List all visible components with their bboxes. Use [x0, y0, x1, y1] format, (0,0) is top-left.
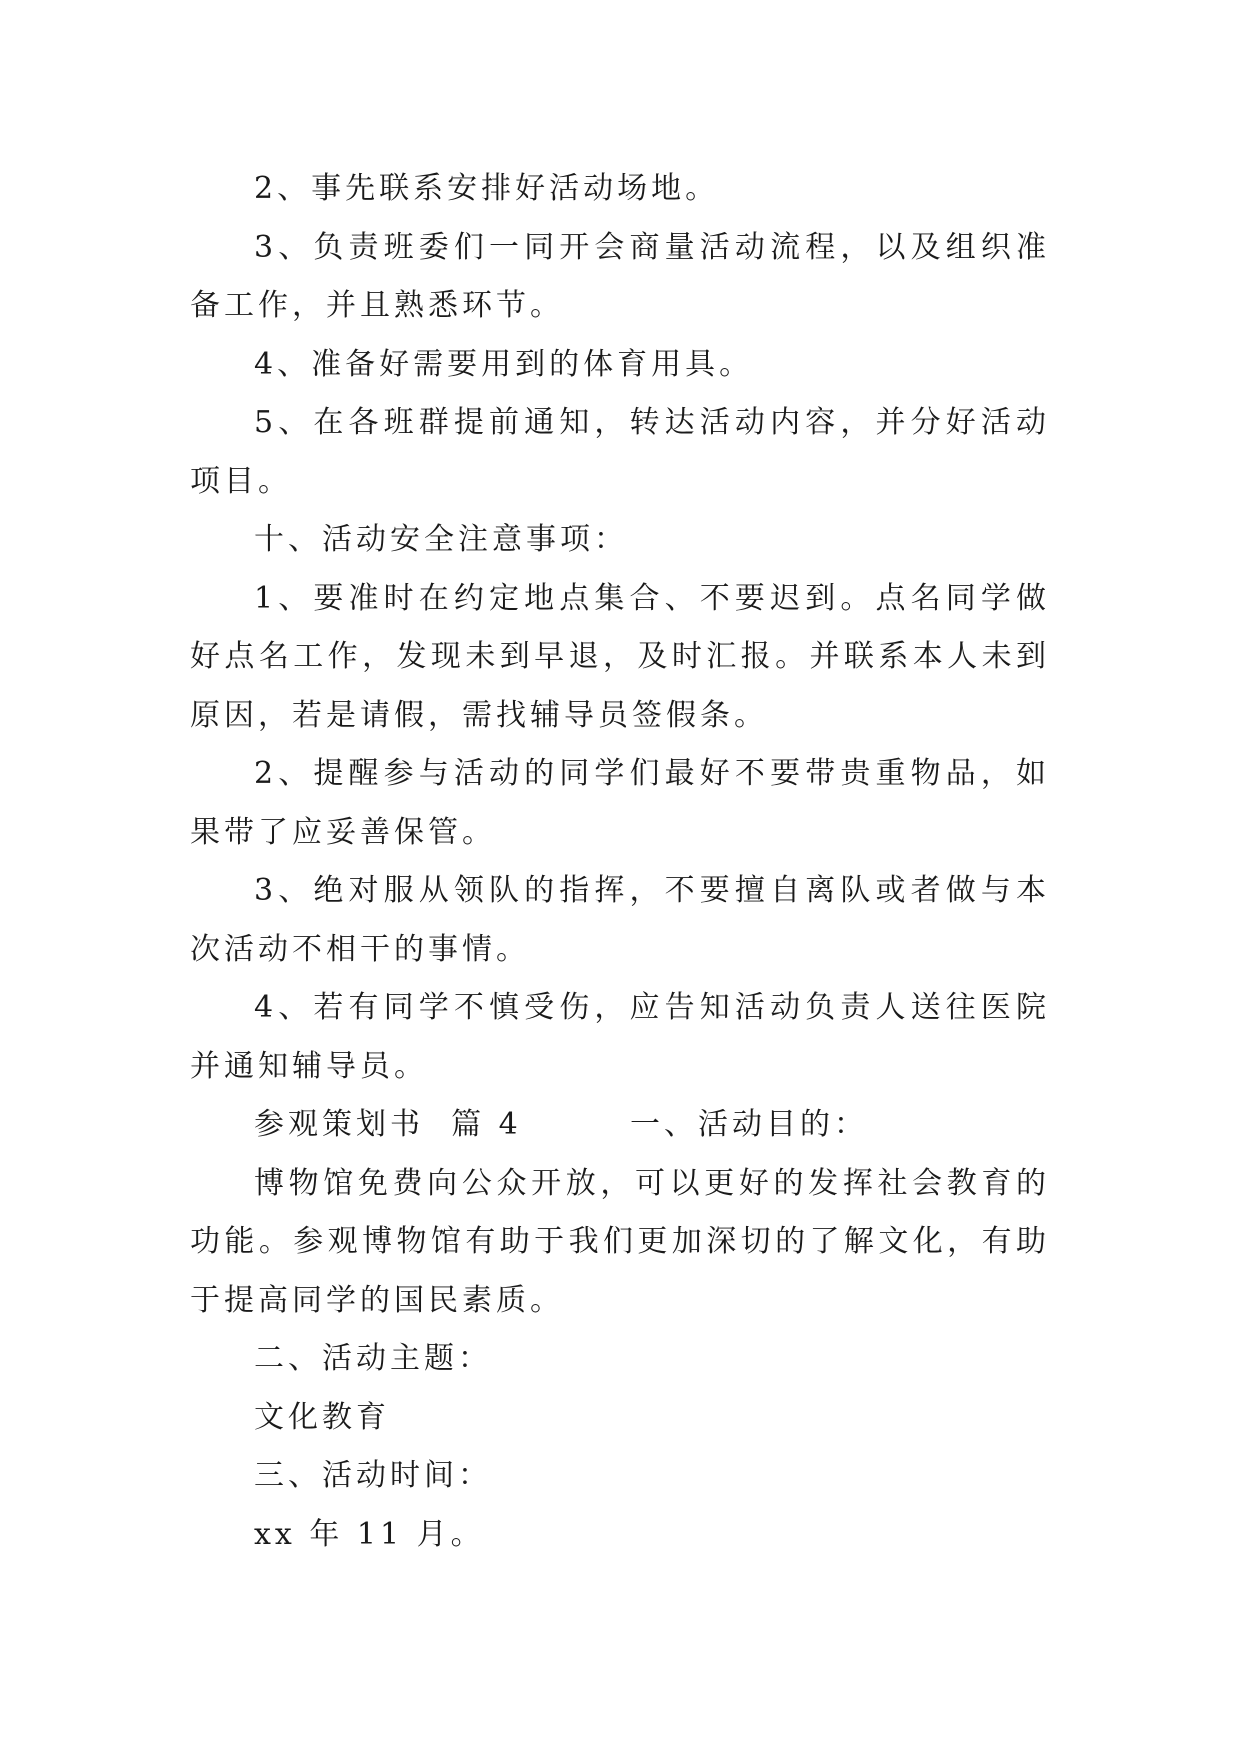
paragraph-safety-valuables: 2、提醒参与活动的同学们最好不要带贵重物品，如果带了应妥善保管。: [190, 756, 1050, 850]
paragraph-time: xx 年 11 月。: [254, 1516, 485, 1552]
section-heading-theme: 二、活动主题：: [254, 1341, 492, 1376]
paragraph-safety-punctual: 1、要准时在约定地点集合、不要迟到。点名同学做好点名工作，发现未到早退，及时汇报。并联系本人未到原因，若是请假，需找辅导员签假条。: [190, 580, 1050, 733]
section-heading-plan-4: 参观策划书 篇 4 一、活动目的：: [254, 1107, 868, 1142]
paragraph-prep-equipment: 4、准备好需要用到的体育用具。: [254, 346, 754, 382]
document-body: [190, 160, 1050, 1564]
paragraph-safety-obey: 3、绝对服从领队的指挥，不要擅自离队或者做与本次活动不相干的事情。: [190, 873, 1050, 967]
paragraph-prep-notice: 5、在各班群提前通知，转达活动内容，并分好活动项目。: [190, 405, 1050, 499]
paragraph-theme: 文化教育: [254, 1399, 390, 1435]
paragraph-purpose: 博物馆免费向公众开放，可以更好的发挥社会教育的功能。参观博物馆有助于我们更加深切的了解文化，有助于提高同学的国民素质。: [190, 1165, 1050, 1318]
paragraph-prep-meeting: 3、负责班委们一同开会商量活动流程，以及组织准备工作，并且熟悉环节。: [190, 229, 1050, 323]
paragraph-safety-injury: 4、若有同学不慎受伤，应告知活动负责人送往医院并通知辅导员。: [190, 990, 1050, 1084]
section-heading-time: 三、活动时间：: [254, 1458, 492, 1493]
paragraph-prep-venue: 2、事先联系安排好活动场地。: [254, 171, 720, 206]
section-heading-safety: 十、活动安全注意事项：: [254, 522, 628, 557]
